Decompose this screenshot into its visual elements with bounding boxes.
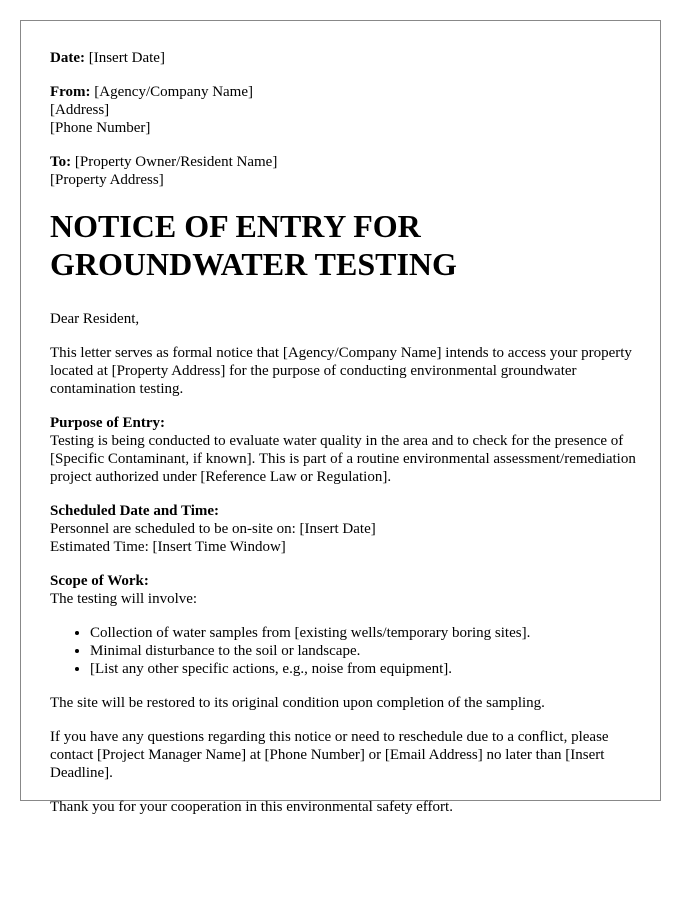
purpose-text: Testing is being conducted to evaluate water quality in the area and to check for the presence of [Specific Contaminant, if known]. This is part of a routine environmental assessment/remediation project authorized under [Reference Law or Regulation]. (50, 433, 636, 485)
list-item: • [List any other specific actions, e.g., noise from equipment]. (90, 660, 640, 678)
restore-paragraph: The site will be restored to its original condition upon completion of the sampling. (50, 695, 545, 711)
schedule-line-2: Estimated Time: [Insert Time Window] (50, 539, 286, 555)
from-value: [Agency/Company Name] (94, 84, 253, 100)
date-label: Date: (50, 50, 85, 66)
letter-title (50, 207, 640, 283)
closing-paragraph: Thank you for your cooperation in this environmental safety effort. (50, 799, 453, 815)
scope-title: Scope of Work: (50, 573, 149, 589)
list-item: • Minimal disturbance to the soil or landscape. (90, 642, 640, 660)
from-block (50, 83, 640, 137)
to-block (50, 153, 640, 189)
scope-section (50, 572, 640, 608)
contact-paragraph: If you have any questions regarding this notice or need to reschedule due to a conflict, please contact [Project Manager Name] at [Phone Number] or [Email Address] no later than [Insert Deadline]. (50, 729, 609, 781)
purpose-title: Purpose of Entry: (50, 415, 165, 431)
to-label: To: (50, 154, 72, 170)
to-value: [Property Owner/Resident Name] (74, 154, 278, 170)
title-line-2: GROUNDWATER TESTING (50, 246, 457, 282)
date-line (50, 49, 640, 67)
to-line (50, 153, 640, 171)
from-phone: [Phone Number] (50, 120, 151, 136)
scope-list (50, 624, 640, 678)
schedule-section (50, 502, 640, 556)
scope-intro: The testing will involve: (50, 591, 198, 607)
intro-paragraph: This letter serves as formal notice that [Agency/Company Name] intends to access your property located at [Property Address] for the purpose of conducting environmental groundwater contamination testing. (50, 345, 632, 397)
purpose-section (50, 414, 640, 486)
to-address: [Property Address] (50, 172, 164, 188)
salutation: Dear Resident, (50, 311, 140, 327)
schedule-title: Scheduled Date and Time: (50, 503, 220, 519)
letter-page (20, 20, 661, 815)
letter-content (50, 49, 640, 832)
from-address: [Address] (50, 102, 110, 118)
title-line-1: NOTICE OF ENTRY FOR (50, 208, 421, 244)
from-line (50, 83, 640, 101)
date-block (50, 49, 640, 67)
schedule-line-1: Personnel are scheduled to be on-site on: [Insert Date] (50, 521, 376, 537)
from-label: From: (50, 84, 91, 100)
list-item: • Collection of water samples from [existing wells/temporary boring sites]. (90, 624, 640, 642)
date-value: [Insert Date] (88, 50, 165, 66)
